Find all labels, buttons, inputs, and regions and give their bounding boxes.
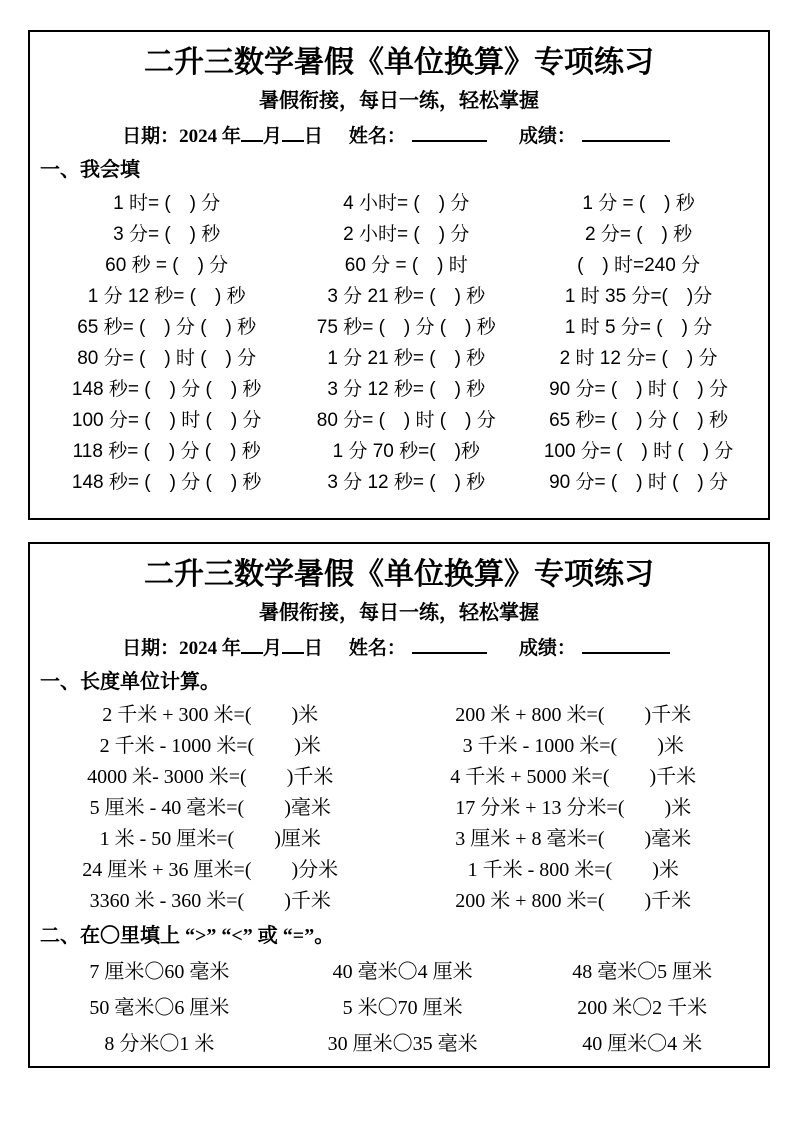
exercise-item: 200 米 + 800 米=( )千米 [455,704,692,726]
exercise-item: 65 秒= ( ) 分 ( ) 秒 [77,317,257,338]
exercise-item: 40 毫米〇4 厘米 [332,961,473,983]
exercise-item: 40 厘米〇4 米 [582,1033,703,1055]
page-subtitle: 暑假衔接，每日一练，轻松掌握 [259,602,539,624]
month-blank-underline [241,122,263,142]
meta-line [30,122,768,151]
name-label: 姓名： [348,638,406,659]
section-heading: 二、在〇里填上 “>” “<” 或 “=”。 [40,925,335,947]
score-blank-underline [582,634,670,654]
date-label: 日期：2024 年 [122,638,241,659]
section-heading: 一、我会填 [40,159,140,181]
page-title: 二升三数学暑假《单位换算》专项练习 [144,46,654,79]
month-label: 月 [262,638,282,659]
exercise-item: 90 分= ( ) 时 ( ) 分 [549,379,729,400]
exercise-item: 2 时 12 分= ( ) 分 [559,348,718,369]
exercise-item: 1 分 70 秒=( )秒 [332,441,480,462]
worksheet-page-2 [28,542,770,1068]
exercise-item: 100 分= ( ) 时 ( ) 分 [543,441,734,462]
exercise-item: 1 时= ( ) 分 [113,193,221,214]
day-label: 日 [303,126,323,147]
exercise-item: 1 米 - 50 厘米=( )厘米 [99,828,321,850]
name-blank-underline [412,122,487,142]
exercise-item: 118 秒= ( ) 分 ( ) 秒 [72,441,261,462]
comparison-exercises [30,952,768,1062]
worksheet-page-1 [28,30,770,520]
exercise-item: 1 时 35 分=( )分 [564,286,713,307]
date-label: 日期：2024 年 [122,126,241,147]
day-label: 日 [303,638,323,659]
exercise-item: 30 厘米〇35 毫米 [327,1033,478,1055]
exercise-item: 80 分= ( ) 时 ( ) 分 [77,348,257,369]
name-blank-underline [412,634,487,654]
exercise-item: 4 小时= ( ) 分 [343,193,470,214]
exercise-item: 200 米 + 800 米=( )千米 [455,890,692,912]
exercise-item: 2 千米 + 300 米=( )米 [102,704,319,726]
exercise-item: 100 分= ( ) 时 ( ) 分 [71,410,262,431]
exercise-item: 2 小时= ( ) 分 [343,224,470,245]
exercise-item: 3 分 12 秒= ( ) 秒 [327,379,486,400]
exercise-item: 3 分 12 秒= ( ) 秒 [327,472,486,493]
score-blank-underline [582,122,670,142]
month-label: 月 [262,126,282,147]
section-heading: 一、长度单位计算。 [40,671,220,693]
exercise-item: 1 分 = ( ) 秒 [582,193,695,214]
exercise-item: 200 米〇2 千米 [577,997,708,1019]
exercise-item: 3 分= ( ) 秒 [113,224,221,245]
day-blank-underline [282,634,304,654]
exercise-item: 48 毫米〇5 厘米 [572,961,713,983]
length-calculation-exercises [30,698,768,917]
exercise-item: 90 分= ( ) 时 ( ) 分 [549,472,729,493]
day-blank-underline [282,122,304,142]
exercise-item: 148 秒= ( ) 分 ( ) 秒 [71,379,262,400]
exercise-item: 148 秒= ( ) 分 ( ) 秒 [71,472,262,493]
exercise-item: 17 分米 + 13 分米=( )米 [455,797,692,819]
exercise-item: 60 秒 = ( ) 分 [105,255,229,276]
exercise-item: 2 分= ( ) 秒 [584,224,693,245]
exercise-item: 1 千米 - 800 米=( )米 [467,859,679,881]
exercise-item: 7 厘米〇60 毫米 [89,961,230,983]
exercise-item: 1 时 5 分= ( ) 分 [564,317,713,338]
score-label: 成绩： [518,638,576,659]
exercise-item: 4000 米- 3000 米=( )千米 [87,766,334,788]
exercise-item: 80 分= ( ) 时 ( ) 分 [316,410,496,431]
exercise-item: 60 分 = ( ) 时 [344,255,468,276]
exercise-item: 3 厘米 + 8 毫米=( )毫米 [455,828,692,850]
time-conversion-exercises [30,186,768,498]
page-subtitle: 暑假衔接，每日一练，轻松掌握 [259,90,539,112]
exercise-item: 65 秒= ( ) 分 ( ) 秒 [549,410,729,431]
exercise-item: 4 千米 + 5000 米=( )千米 [450,766,697,788]
name-label: 姓名： [348,126,406,147]
page-title: 二升三数学暑假《单位换算》专项练习 [144,558,654,591]
exercise-item: ( ) 时=240 分 [577,255,701,276]
score-label: 成绩： [518,126,576,147]
exercise-item: 50 毫米〇6 厘米 [89,997,230,1019]
exercise-item: 3 分 21 秒= ( ) 秒 [327,286,486,307]
exercise-item: 24 厘米 + 36 厘米=( )分米 [82,859,339,881]
exercise-item: 1 分 12 秒= ( ) 秒 [87,286,246,307]
exercise-item: 5 厘米 - 40 毫米=( )毫米 [89,797,331,819]
exercise-item: 1 分 21 秒= ( ) 秒 [327,348,486,369]
exercise-item: 3 千米 - 1000 米=( )米 [462,735,684,757]
exercise-item: 5 米〇70 厘米 [342,997,463,1019]
meta-line [30,634,768,663]
exercise-item: 3360 米 - 360 米=( )千米 [89,890,331,912]
exercise-item: 75 秒= ( ) 分 ( ) 秒 [316,317,496,338]
exercise-item: 8 分米〇1 米 [104,1033,215,1055]
month-blank-underline [241,634,263,654]
exercise-item: 2 千米 - 1000 米=( )米 [99,735,321,757]
